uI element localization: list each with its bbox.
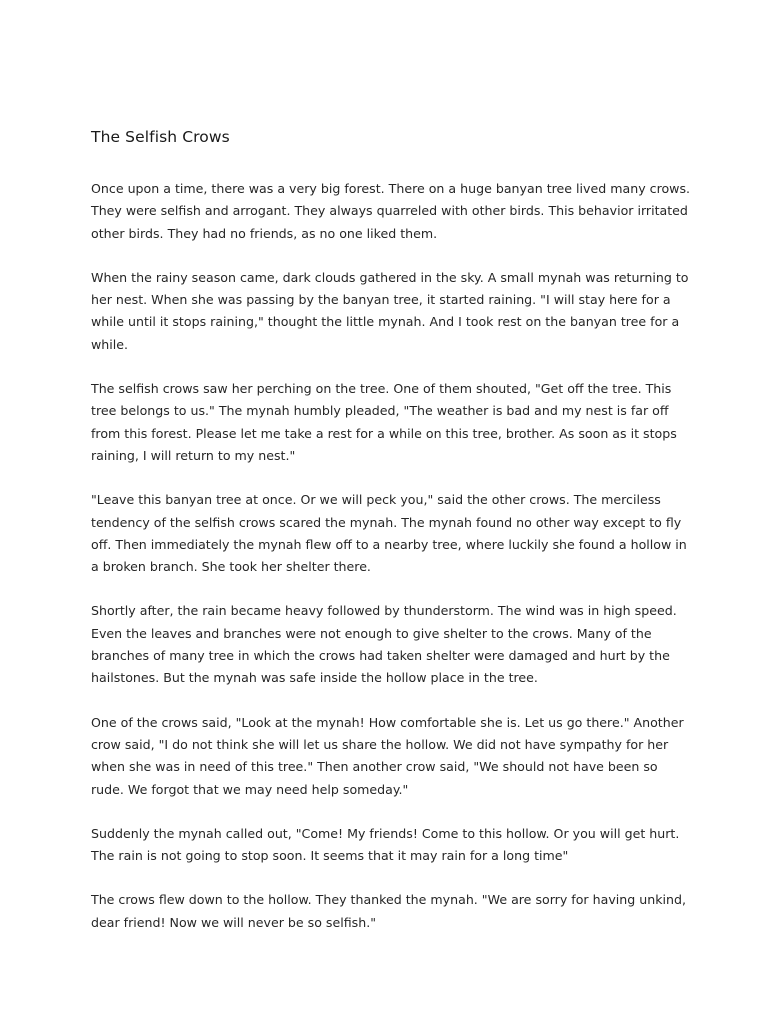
paragraph-5: Shortly after, the rain became heavy followed by thunderstorm. The wind was in high speed. Even the leaves and branches were not enough to give shelter to the crows. Many of the branches of many tree in which the crows had taken shelter were damaged and hurt by the hailstones. But the mynah was safe inside the hollow place in the tree. (91, 603, 677, 686)
paragraph-4: "Leave this banyan tree at once. Or we will peck you," said the other crows. The merciless tendency of the selfish crows scared the mynah. The mynah found no other way except to fly off. Then immediately the mynah flew off to a nearby tree, where luckily she found a hollow in a broken branch. She took her shelter there. (91, 492, 687, 575)
paragraph-6: One of the crows said, "Look at the mynah! How comfortable she is. Let us go there." Another crow said, "I do not think she will let us share the hollow. We did not have sympathy for her when she was in need of this tree." Then another crow said, "We should not have been so rude. We forgot that we may need help someday." (91, 714, 684, 797)
paragraph-2: When the rainy season came, dark clouds gathered in the sky. A small mynah was returning to her nest. When she was passing by the banyan tree, it started raining. "I will stay here for a while until it stops raining," thought the little mynah. And I took rest on the banyan tree for a while. (91, 269, 689, 352)
paragraph-3: The selfish crows saw her perching on the tree. One of them shouted, "Get off the tree. This tree belongs to us." The mynah humbly pleaded, "The weather is bad and my nest is far off from this forest. Please let me take a rest for a while on this tree, brother. As soon as it stops raining, I will return to my nest." (91, 381, 677, 463)
paragraph-1: Once upon a time, there was a very big forest. There on a huge banyan tree lived many crows. They were selfish and arrogant. They always quarreled with other birds. This behavior irritated other birds. They had no friends, as no one liked them. (91, 181, 691, 241)
paragraph-8: The crows flew down to the hollow. They thanked the mynah. "We are sorry for having unkind, dear friend! Now we will never be so selfish." (91, 892, 686, 930)
document-body (91, 126, 691, 956)
paragraph-7: Suddenly the mynah called out, "Come! My friends! Come to this hollow. Or you will get hurt. The rain is not going to stop soon. It seems that it may rain for a long time" (91, 825, 680, 864)
document-title: The Selfish Crows (91, 128, 230, 146)
